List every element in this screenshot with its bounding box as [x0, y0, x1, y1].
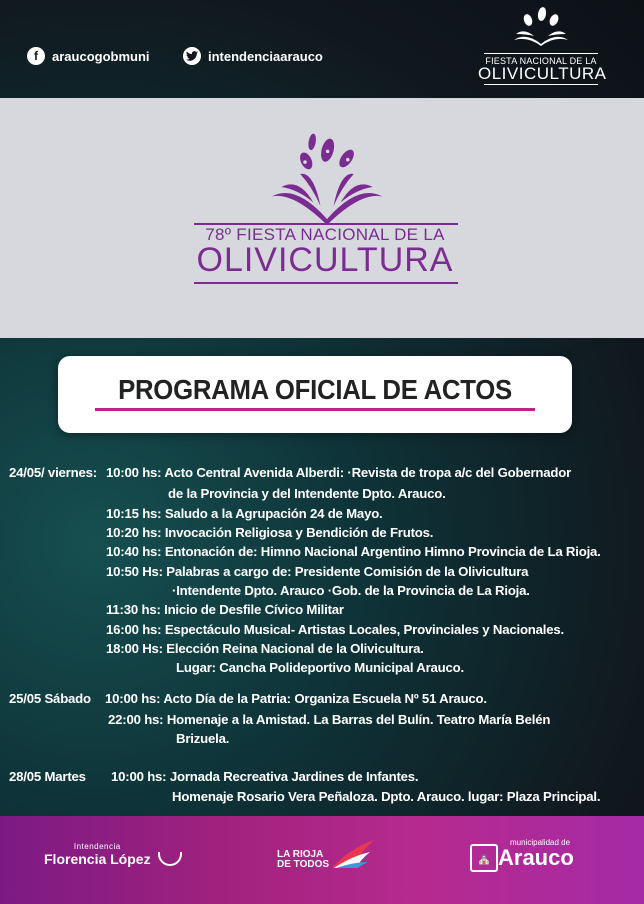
schedule-item: 16:00 hs: Espectáculo Musical- Artistas Locales, Provinciales y Nacionales.	[106, 622, 564, 637]
day3-label: 28/05 Martes	[9, 769, 86, 784]
hero-title-line1: 78º FIESTA NACIONAL DE LA	[205, 225, 445, 244]
schedule-item-cont: de la Provincia y del Intendente Dpto. Arauco.	[168, 486, 446, 501]
header-logo	[478, 6, 607, 83]
header-logo-big: OLIVICULTURA	[478, 64, 607, 83]
rioja-line2: DE TODOS	[277, 859, 330, 870]
arauco-small: municipalidad de	[510, 838, 571, 847]
rioja-flag-icon	[330, 838, 376, 870]
arauco-logo	[498, 838, 574, 869]
olive-branch-icon	[506, 6, 576, 46]
facebook-link[interactable]	[27, 47, 150, 65]
schedule-item: 10:00 hs: Acto Central Avenida Alberdi: ·Revista de tropa a/c del Gobernador	[106, 465, 572, 480]
schedule-item-cont: Homenaje Rosario Vera Peñaloza. Dpto. Arauco. lugar: Plaza Principal.	[172, 789, 601, 804]
schedule-item: 10:20 hs: Invocación Religiosa y Bendición de Frutos.	[106, 525, 434, 540]
intendencia-small: Intendencia	[73, 842, 121, 851]
schedule-item: 22:00 hs: Homenaje a la Amistad. La Barras del Bulín. Teatro María Belén	[108, 712, 551, 727]
schedule-item: 10:00 hs: Jornada Recreativa Jardines de Infantes.	[111, 769, 419, 784]
twitter-icon	[183, 47, 201, 65]
intendencia-logo	[44, 842, 151, 867]
schedule-item-cont: Lugar: Cancha Polideportivo Municipal Arauco.	[176, 660, 464, 675]
hero-title-line2: OLIVICULTURA	[196, 241, 454, 279]
olive-branch-logo-icon	[194, 130, 460, 225]
smile-icon	[158, 852, 182, 866]
intendencia-name: Florencia López	[44, 851, 151, 867]
program-title-underline	[95, 408, 535, 411]
schedule-item-cont: Brizuela.	[176, 731, 230, 746]
hero-divider-bottom	[194, 282, 458, 284]
footer	[0, 816, 644, 904]
program-title-box	[58, 356, 572, 433]
twitter-handle: intendenciaarauco	[208, 48, 323, 64]
schedule-item: 10:00 hs: Acto Día de la Patria: Organiza Escuela Nº 51 Arauco.	[105, 691, 487, 706]
arauco-name: Arauco	[498, 845, 574, 870]
rioja-line1: LA RIOJA	[277, 849, 324, 860]
rioja-logo-text	[277, 850, 329, 870]
hero-title	[190, 225, 460, 279]
twitter-link[interactable]	[183, 47, 323, 65]
facebook-icon: f	[27, 47, 45, 65]
schedule-item: 11:30 hs: Inicio de Desfile Cívico Militar	[106, 602, 344, 617]
facebook-handle: araucogobmuni	[52, 48, 150, 64]
day1-label: 24/05/ viernes:	[9, 465, 97, 480]
schedule-item: 10:50 Hs: Palabras a cargo de: Presidente Comisión de la Olivicultura	[106, 564, 529, 579]
program-title: PROGRAMA OFICIAL DE ACTOS	[118, 374, 512, 405]
top-bar	[0, 0, 644, 98]
schedule-item-cont: ·Intendente Dpto. Arauco ·Gob. de la Provincia de La Rioja.	[172, 583, 530, 598]
schedule-item: 10:15 hs: Saludo a la Agrupación 24 de Mayo.	[106, 506, 383, 521]
schedule-item: 18:00 Hs: Elección Reina Nacional de la Olivicultura.	[106, 641, 424, 656]
arauco-shield-icon: ⛪	[470, 844, 498, 872]
schedule-item: 10:40 hs: Entonación de: Himno Nacional Argentino Himno Provincia de La Rioja.	[106, 544, 601, 559]
header-logo-small: FIESTA NACIONAL DE LA	[485, 56, 597, 66]
day2-label: 25/05 Sábado	[9, 691, 91, 706]
